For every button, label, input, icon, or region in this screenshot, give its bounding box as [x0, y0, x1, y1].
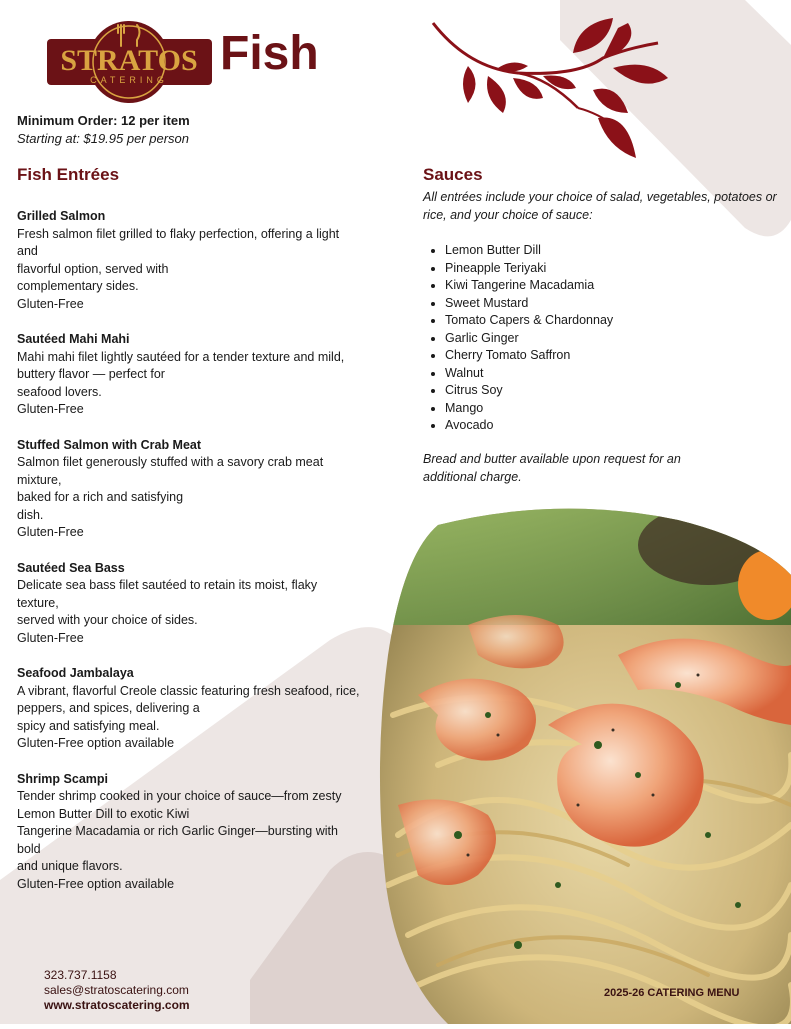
bread-note: Bread and butter available upon request for an additional charge.	[423, 452, 681, 484]
sauces-heading: Sauces	[423, 165, 483, 184]
branch-illustration	[428, 18, 678, 168]
page-title: Fish	[220, 27, 319, 80]
entree-description: Fresh salmon filet grilled to flaky perfection, offering a light and flavorful option, served with complementary sides.	[17, 226, 340, 293]
sauce-item: • Kiwi Tangerine Macadamia	[445, 277, 613, 295]
entree-dietary-note: Gluten-Free	[17, 630, 84, 645]
entree-name: Stuffed Salmon with Crab Meat	[17, 437, 202, 452]
sauce-item: • Pineapple Teriyaki	[445, 260, 613, 278]
entree-dietary-note: Gluten-Free	[17, 402, 84, 416]
entrees-list	[17, 208, 362, 911]
logo-subtext: CATERING	[90, 75, 168, 85]
sauces-intro: All entrées include your choice of salad, vegetables, potatoes or rice, and your choice of sauce:	[423, 190, 777, 222]
entree-dietary-note: Gluten-Free option available	[17, 736, 175, 750]
entree-item	[17, 437, 362, 542]
starting-price: Starting at: $19.95 per person	[17, 131, 190, 146]
entree-description: A vibrant, flavorful Creole classic featuring fresh seafood, rice, peppers, and spices, delivering a spicy and satisfying meal.	[17, 683, 360, 733]
entree-dietary-note: Gluten-Free option available	[17, 876, 175, 891]
sauce-item: • Avocado	[445, 417, 613, 435]
email-address[interactable]: sales@stratoscatering.com	[44, 983, 189, 997]
entree-name: Seafood Jambalaya	[17, 666, 134, 680]
entree-item	[17, 665, 362, 753]
entree-name: Grilled Salmon	[17, 209, 106, 223]
phone-number[interactable]: 323.737.1158	[44, 968, 117, 982]
sauce-list	[423, 242, 613, 435]
entree-description: Salmon filet generously stuffed with a savory crab meat mixture, baked for a rich and satisfying dish.	[17, 455, 324, 522]
entree-dietary-note: Gluten-Free	[17, 525, 84, 539]
entrees-heading: Fish Entrées	[17, 165, 120, 184]
contact-block	[44, 968, 190, 1013]
entree-item	[17, 771, 362, 894]
shrimp-pasta-photo	[378, 505, 791, 1024]
sauce-item: • Garlic Ginger	[445, 330, 613, 348]
sauce-item: • Tomato Capers & Chardonnay	[445, 312, 613, 330]
minimum-order: Minimum Order: 12 per item	[17, 113, 190, 128]
sauce-item: • Walnut	[445, 365, 613, 383]
website-link[interactable]: www.stratoscatering.com	[44, 998, 190, 1012]
logo-wordmark: STRATOS	[60, 44, 198, 77]
entree-name: Shrimp Scampi	[17, 771, 108, 786]
entree-name: Sautéed Sea Bass	[17, 560, 125, 575]
entree-description: Delicate sea bass filet sautéed to retain its moist, flaky texture, served with your choice of sides.	[17, 578, 318, 627]
sauce-item: • Citrus Soy	[445, 382, 613, 400]
sauce-item: • Mango	[445, 400, 613, 418]
entree-description: Mahi mahi filet lightly sautéed for a tender texture and mild, buttery flavor — perfect for seafood lovers.	[17, 349, 345, 399]
entree-item	[17, 208, 362, 313]
footer-tagline: 2025-26 CATERING MENU	[604, 987, 740, 999]
sauce-item: • Sweet Mustard	[445, 295, 613, 313]
stratos-logo	[47, 20, 212, 106]
entree-item	[17, 560, 362, 648]
entree-item	[17, 331, 362, 419]
sauce-item: • Lemon Butter Dill	[445, 242, 613, 260]
entree-dietary-note: Gluten-Free	[17, 296, 84, 311]
entree-name: Sautéed Mahi Mahi	[17, 332, 130, 346]
entree-description: Tender shrimp cooked in your choice of sauce—from zesty Lemon Butter Dill to exotic Kiwi Tangerine Macadamia or rich Garlic Ginger—bursting with bold and unique flavors.	[17, 789, 342, 873]
sauce-item: • Cherry Tomato Saffron	[445, 347, 613, 365]
